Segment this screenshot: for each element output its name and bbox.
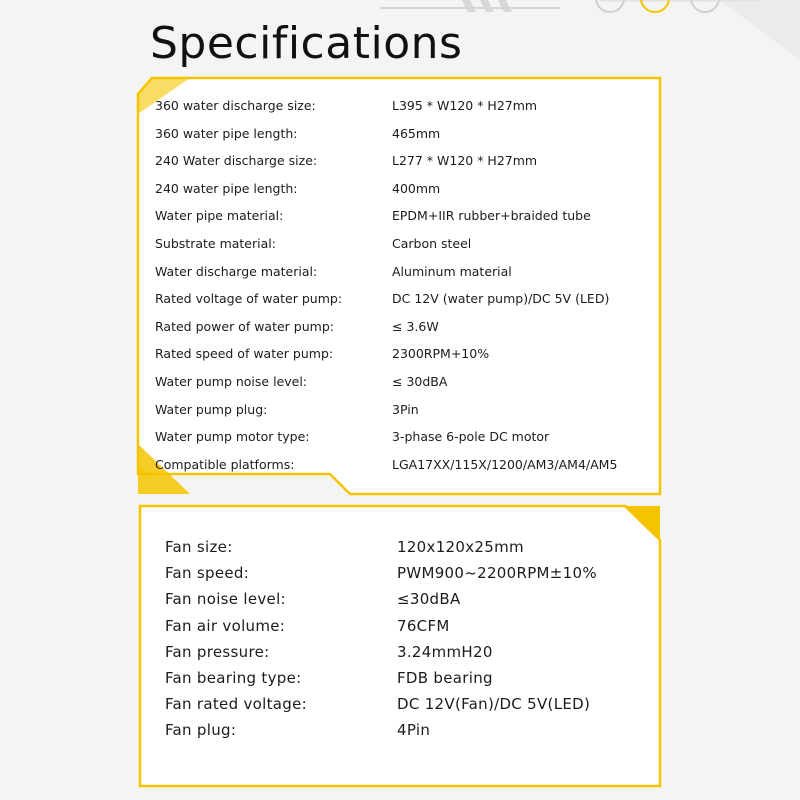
spec-label: Rated speed of water pump: (155, 346, 334, 362)
spec-value: Carbon steel (392, 236, 472, 251)
spec-label: 360 water pipe length: (155, 125, 298, 141)
spec-label: 240 Water discharge size: (155, 153, 318, 169)
spec-label: Fan bearing type: (165, 669, 302, 687)
spec-value: PWM900~2200RPM±10% (397, 564, 597, 583)
spec-value: DC 12V(Fan)/DC 5V(LED) (397, 695, 591, 714)
spec-label: Water pump motor type: (155, 429, 310, 445)
fan-specs-panel (130, 500, 666, 792)
spec-label: Rated voltage of water pump: (155, 291, 343, 307)
spec-value: ≤30dBA (397, 590, 461, 609)
spec-label: Water discharge material: (155, 263, 318, 279)
spec-value: 2300RPM+10% (392, 346, 490, 362)
spec-value: L277 * W120 * H27mm (392, 153, 538, 169)
spec-value: EPDM+IIR rubber+braided tube (392, 208, 591, 224)
spec-label: Compatible platforms: (155, 456, 295, 472)
spec-value: 3.24mmH20 (397, 642, 493, 661)
spec-label: Fan plug: (165, 721, 237, 740)
spec-value: 76CFM (397, 616, 450, 635)
spec-value: LGA17XX/115X/1200/AM3/AM4/AM5 (392, 456, 618, 472)
spec-label: 360 water discharge size: (155, 98, 316, 113)
spec-label: Substrate material: (155, 236, 276, 251)
spec-value: 400mm (392, 180, 441, 196)
page-title: Specifications (150, 18, 463, 69)
spec-value: 3-phase 6-pole DC motor (392, 429, 550, 445)
spec-label: Water pump noise level: (155, 374, 308, 389)
spec-label: Water pump plug: (155, 401, 268, 417)
spec-label: Water pipe material: (155, 208, 284, 224)
spec-label: Fan size: (165, 538, 233, 556)
spec-label: Rated power of water pump: (155, 318, 334, 334)
pump-specs-panel (130, 74, 666, 502)
spec-value: FDB bearing (397, 669, 493, 687)
spec-label: 240 water pipe length: (155, 180, 298, 196)
spec-value: ≤ 30dBA (392, 374, 448, 389)
spec-value: Aluminum material (392, 263, 512, 279)
spec-value: 4Pin (397, 721, 431, 740)
spec-label: Fan air volume: (165, 616, 286, 635)
spec-label: Fan speed: (165, 564, 250, 583)
spec-value: 3Pin (392, 401, 419, 417)
spec-label: Fan pressure: (165, 642, 270, 661)
spec-value: L395 * W120 * H27mm (392, 98, 538, 113)
spec-value: 465mm (392, 125, 441, 141)
spec-label: Fan noise level: (165, 590, 286, 609)
spec-value: DC 12V (water pump)/DC 5V (LED) (392, 291, 610, 307)
spec-value: ≤ 3.6W (392, 318, 439, 334)
spec-value: 120x120x25mm (397, 538, 524, 556)
spec-label: Fan rated voltage: (165, 695, 307, 714)
